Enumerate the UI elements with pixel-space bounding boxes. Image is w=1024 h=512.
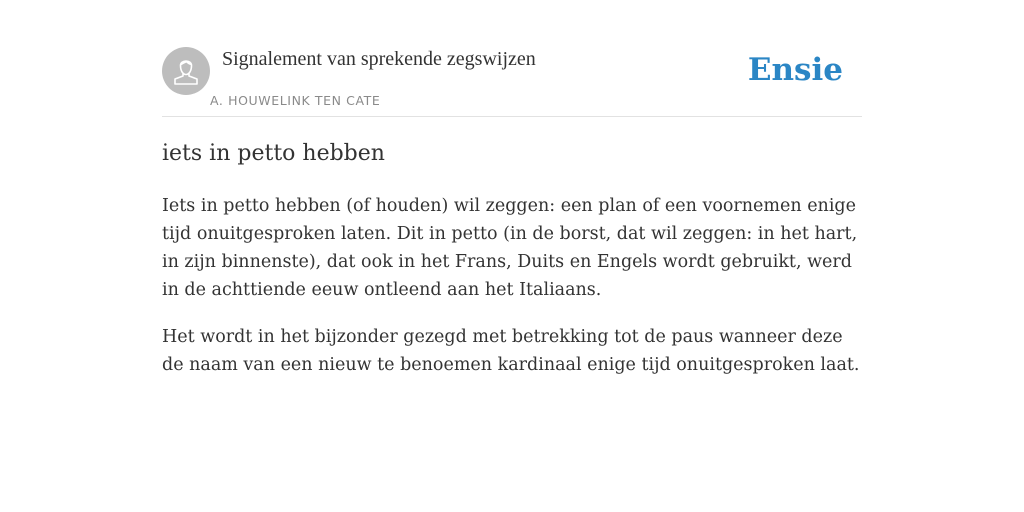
ensie-logo[interactable]: Ensie [747, 52, 843, 88]
author-name[interactable]: A. HOUWELINK TEN CATE [210, 93, 381, 108]
entry-paragraph: Het wordt in het bijzonder gezegd met betrekking tot de paus wanneer deze de naam van een nieuw te benoemen kardinaal enige tijd onuitgesproken laat. [162, 327, 860, 375]
book-title[interactable]: Signalement van sprekende zegswijzen [222, 48, 536, 70]
author-avatar[interactable] [162, 47, 210, 95]
entry-body [162, 192, 862, 398]
source-header [162, 46, 862, 117]
entry-paragraph: Iets in petto hebben (of houden) wil zeggen: een plan of een voornemen enige tijd onuitgesproken laten. Dit in petto (in de borst, dat wil zeggen: in het hart, in zijn binnenste), dat ook in het Frans, Duits en Engels wordt gebruikt, werd in de achttiende eeuw ontleend aan het Italiaans. [162, 196, 858, 300]
entry-title: iets in petto hebben [162, 141, 385, 166]
person-icon [162, 47, 210, 95]
